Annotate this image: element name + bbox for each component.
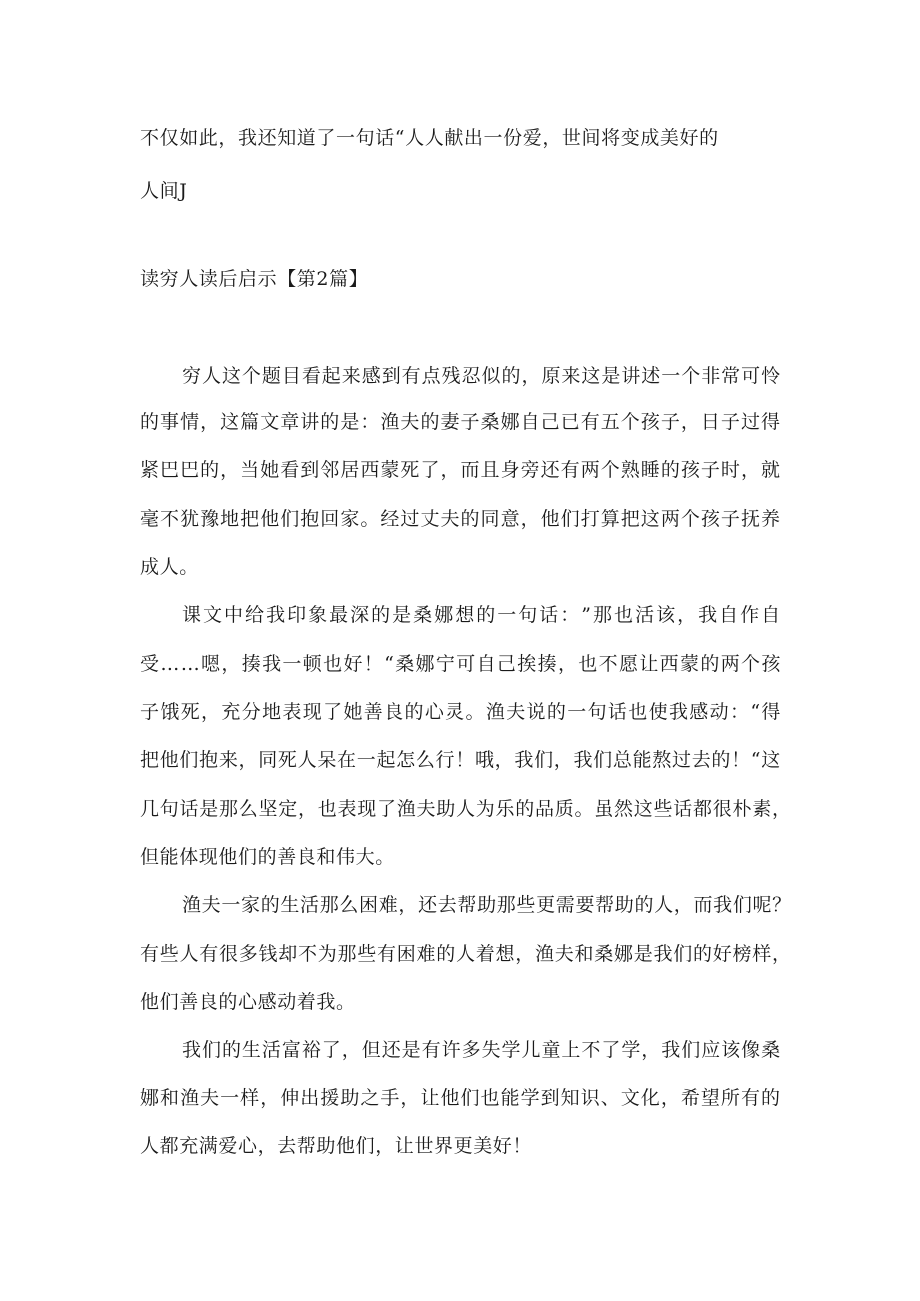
paragraph-2-line-2: 受 … … 嗯 ， 揍 我 一 顿 也 好 ！ “ 桑 娜 宁 可 自 己 挨 揍 ， 也 不 愿 让 西 蒙 的 两 个 孩	[140, 653, 781, 675]
paragraph-2-line-6: 但能体现他们的善良和伟大。	[140, 846, 395, 868]
intro-line-1: 不仅如此，我还知道了一句话“人人献出一份爱，世间将变成美好的	[140, 127, 719, 149]
paragraph-2-line-4: 把 他 们 抱 来 ， 同 死 人 呆 在 一 起 怎 么 行 ！ 哦 ， 我 们 ， 我 们 总 能 熬 过 去 的 ！ “ 这	[140, 749, 781, 771]
paragraph-1-line-2: 的 事 情 ， 这 篇 文 章 讲 的 是 ： 渔 夫 的 妻 子 桑 娜 自 己 已 有 五 个 孩 子 ， 日 子 过 得	[140, 411, 781, 433]
paragraph-3-line-2: 有 些 人 有 很 多 钱 却 不 为 那 些 有 困 难 的 人 着 想 ， 渔 夫 和 桑 娜 是 我 们 的 好 榜 样 ，	[140, 943, 792, 965]
paragraph-3-line-1: 渔 夫 一 家 的 生 活 那 么 困 难 ， 还 去 帮 助 那 些 更 需 要 帮 助 的 人 ， 而 我 们 呢 ？	[182, 894, 792, 916]
paragraph-2-line-5: 几 句 话 是 那 么 坚 定 ， 也 表 现 了 渔 夫 助 人 为 乐 的 品 质 。 虽 然 这 些 话 都 很 朴 素 ，	[140, 798, 792, 820]
paragraph-1-line-3: 紧 巴 巴 的 ， 当 她 看 到 邻 居 西 蒙 死 了 ， 而 且 身 旁 还 有 两 个 熟 睡 的 孩 子 时 ， 就	[140, 459, 781, 481]
paragraph-1-line-4: 毫 不 犹 豫 地 把 他 们 抱 回 家 。 经 过 丈 夫 的 同 意 ， 他 们 打 算 把 这 两 个 孩 子 抚 养	[140, 508, 781, 530]
intro-line-2: 人间J	[140, 180, 188, 202]
paragraph-1-line-5: 成人。	[140, 556, 199, 578]
paragraph-3-line-3: 他们善良的心感动着我。	[140, 991, 356, 1013]
paragraph-2-line-3: 子 饿 死 ， 充 分 地 表 现 了 她 善 良 的 心 灵 。 渔 夫 说 的 一 句 话 也 使 我 感 动 ： “ 得	[140, 701, 781, 723]
paragraph-1-line-1: 穷 人 这 个 题 目 看 起 来 感 到 有 点 残 忍 似 的 ， 原 来 这 是 讲 述 一 个 非 常 可 怜	[182, 365, 781, 387]
paragraph-2-line-1: 课 文 中 给 我 印 象 最 深 的 是 桑 娜 想 的 一 句 话 ： ” 那 也 活 该 ， 我 自 作 自	[182, 604, 781, 626]
paragraph-4-line-2: 娜 和 渔 夫 一 样 ， 伸 出 援 助 之 手 ， 让 他 们 也 能 学 到 知 识 、 文 化 ， 希 望 所 有 的	[140, 1087, 781, 1109]
paragraph-4-line-3: 人都充满爱心，去帮助他们，让世界更美好！	[140, 1135, 533, 1157]
section-heading: 读穷人读后启示【第2篇】	[140, 268, 369, 290]
paragraph-4-line-1: 我 们 的 生 活 富 裕 了 ， 但 还 是 有 许 多 失 学 儿 童 上 不 了 学 ， 我 们 应 该 像 桑	[182, 1039, 781, 1061]
